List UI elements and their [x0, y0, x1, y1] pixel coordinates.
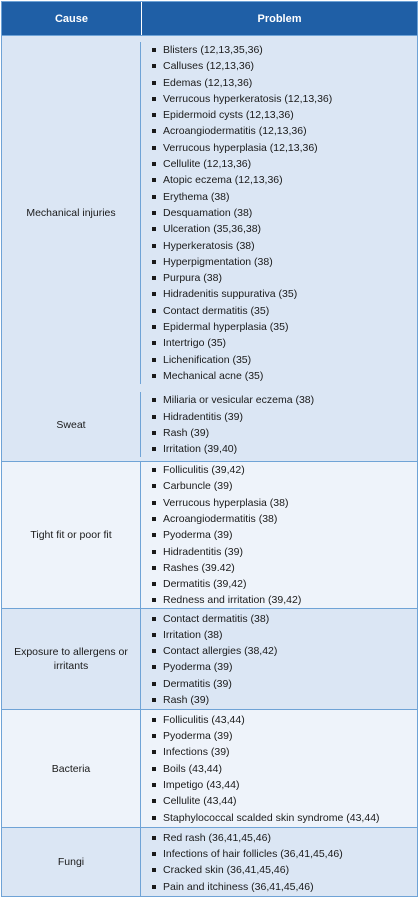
problem-item: Irritation (38) [149, 627, 417, 643]
problem-item: Pyoderma (39) [149, 527, 417, 543]
header-problem: Problem [257, 12, 302, 25]
problem-item: Staphylococcal scalded skin syndrome (43,44) [149, 810, 417, 826]
problem-list [149, 712, 417, 826]
problem-item: Erythema (38) [149, 189, 417, 205]
problem-item: Edemas (12,13,36) [149, 75, 417, 91]
table-row [2, 827, 417, 896]
header-cause: Cause [2, 2, 142, 35]
problem-item: Epidermal hyperplasia (35) [149, 319, 417, 335]
problem-item: Cracked skin (36,41,45,46) [149, 862, 417, 878]
table-row [2, 35, 417, 461]
problem-item: Verrucous hyperkeratosis (12,13,36) [149, 91, 417, 107]
table-header [2, 2, 417, 35]
problem-item: Verrucous hyperplasia (12,13,36) [149, 140, 417, 156]
cause-cell: Mechanical injuries [2, 42, 141, 384]
problem-item: Verrucous hyperplasia (38) [149, 495, 417, 511]
problem-item: Red rash (36,41,45,46) [149, 830, 417, 846]
problem-item: Mechanical acne (35) [149, 368, 417, 384]
problem-list [149, 392, 417, 457]
problem-item: Calluses (12,13,36) [149, 58, 417, 74]
problem-item: Cellulite (43,44) [149, 793, 417, 809]
problem-list [149, 830, 417, 895]
problem-item: Hyperkeratosis (38) [149, 238, 417, 254]
problem-item: Rash (39) [149, 425, 417, 441]
problem-item: Carbuncle (39) [149, 478, 417, 494]
problem-list [149, 462, 417, 609]
causes-problems-table [1, 1, 418, 897]
problem-item: Rashes (39.42) [149, 560, 417, 576]
problem-item: Epidermoid cysts (12,13,36) [149, 107, 417, 123]
problem-item: Infections (39) [149, 744, 417, 760]
problem-item: Contact dermatitis (38) [149, 611, 417, 627]
table-row [2, 461, 417, 608]
problem-item: Rash (39) [149, 692, 417, 708]
table-row [2, 608, 417, 709]
problem-item: Desquamation (38) [149, 205, 417, 221]
problem-item: Ulceration (35,36,38) [149, 221, 417, 237]
problem-item: Contact allergies (38,42) [149, 643, 417, 659]
cause-cell: Bacteria [2, 710, 141, 827]
row-sweat [2, 392, 417, 457]
problem-item: Hidradentitis (39) [149, 544, 417, 560]
problem-list [149, 42, 417, 384]
problem-list [149, 611, 417, 709]
problem-item: Boils (43,44) [149, 761, 417, 777]
problem-item: Acroangiodermatitis (12,13,36) [149, 123, 417, 139]
table-row [2, 709, 417, 827]
problem-item: Pyoderma (39) [149, 659, 417, 675]
problem-item: Acroangiodermatitis (38) [149, 511, 417, 527]
cause-cell: Tight fit or poor fit [2, 462, 141, 608]
problem-item: Atopic eczema (12,13,36) [149, 172, 417, 188]
problem-item: Impetigo (43,44) [149, 777, 417, 793]
cause-cell: Exposure to allergens or irritants [2, 609, 141, 709]
problem-item: Cellulite (12,13,36) [149, 156, 417, 172]
problem-item: Folliculitis (39,42) [149, 462, 417, 478]
problem-item: Dermatitis (39) [149, 676, 417, 692]
problem-item: Hidradentitis (39) [149, 409, 417, 425]
problem-item: Miliaria or vesicular eczema (38) [149, 392, 417, 408]
cause-cell: Sweat [2, 392, 141, 457]
problem-item: Hidradenitis suppurativa (35) [149, 286, 417, 302]
problem-item: Irritation (39,40) [149, 441, 417, 457]
row-mechanical [2, 42, 417, 384]
problem-item: Infections of hair follicles (36,41,45,46) [149, 846, 417, 862]
problem-item: Pyoderma (39) [149, 728, 417, 744]
cause-cell: Fungi [2, 828, 141, 896]
problem-item: Lichenification (35) [149, 352, 417, 368]
problem-item: Pain and itchiness (36,41,45,46) [149, 879, 417, 895]
problem-item: Contact dermatitis (35) [149, 303, 417, 319]
problem-item: Blisters (12,13,35,36) [149, 42, 417, 58]
problem-item: Hyperpigmentation (38) [149, 254, 417, 270]
problem-item: Dermatitis (39,42) [149, 576, 417, 592]
problem-item: Purpura (38) [149, 270, 417, 286]
problem-item: Intertrigo (35) [149, 335, 417, 351]
problem-item: Folliculitis (43,44) [149, 712, 417, 728]
problem-item: Redness and irritation (39,42) [149, 592, 417, 608]
